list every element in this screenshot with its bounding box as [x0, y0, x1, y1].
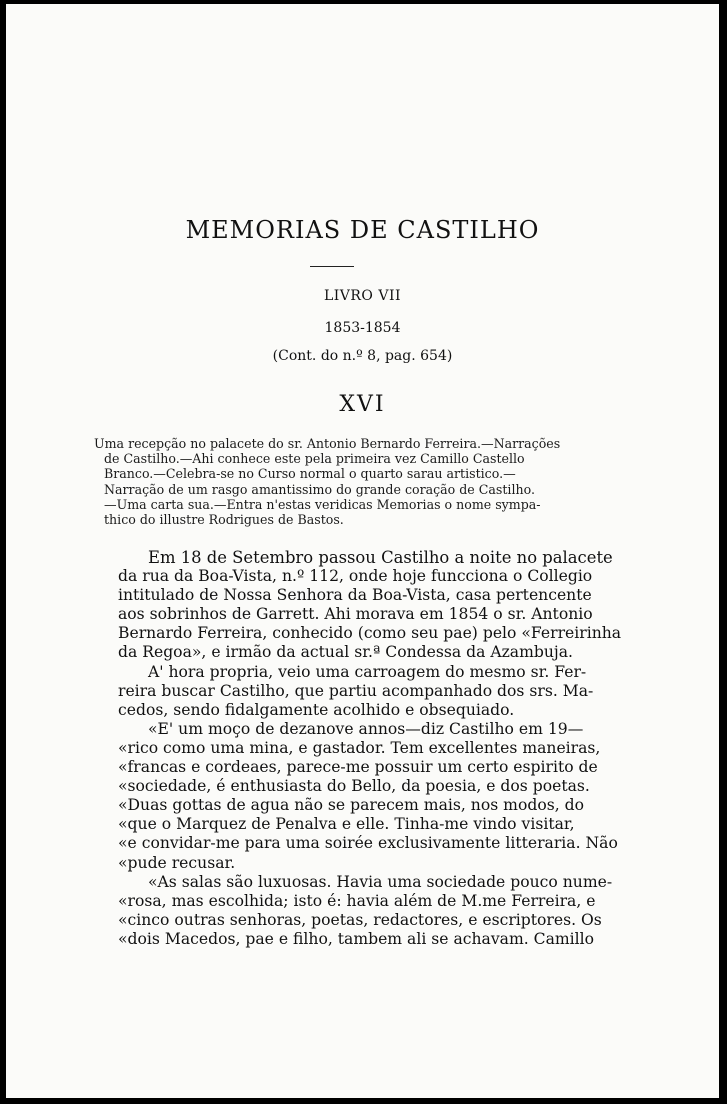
body-line: da Regoa», e irmão da actual sr.ª Condessa da Azambuja.: [118, 643, 574, 662]
chapter-summary: [94, 436, 566, 527]
summary-line: thico do illustre Rodrigues de Bastos.: [104, 512, 344, 528]
page-title: MEMORIAS DE CASTILHO: [185, 216, 540, 244]
body-line: aos sobrinhos de Garrett. Ahi morava em 1854 o sr. Antonio: [118, 605, 593, 624]
book-number: LIVRO VII: [323, 288, 402, 304]
body-line: «sociedade, é enthusiasta do Bello, da poesia, e dos poetas.: [118, 777, 590, 796]
summary-line: —Uma carta sua.—Entra n'estas veridicas Memorias o nome sympa-: [104, 496, 541, 512]
body-line: «que o Marquez de Penalva e elle. Tinha-me vindo visitar,: [118, 815, 575, 834]
body-line: Em 18 de Setembro passou Castilho a noite no palacete: [148, 548, 613, 567]
year-range: 1853-1854: [324, 320, 401, 336]
body-line: «francas e cordeaes, parece-me possuir um certo espirito de: [118, 758, 598, 777]
summary-line: de Castilho.—Ahi conhece este pela primeira vez Camillo Castello: [104, 451, 525, 467]
section-number: XVI: [339, 392, 386, 417]
body-line: «As salas são luxuosas. Havia uma sociedade pouco nume-: [148, 872, 613, 891]
body-line: da rua da Boa-Vista, n.º 112, onde hoje funcciona o Collegio: [118, 567, 593, 586]
body-line: «dois Macedos, pae e filho, tambem ali se achavam. Camillo: [118, 929, 595, 948]
body-line: «pude recusar.: [118, 853, 236, 872]
summary-line: Narração de um rasgo amantissimo do grande coração de Castilho.: [104, 481, 535, 497]
summary-line: Uma recepção no palacete do sr. Antonio Bernardo Ferreira.—Narrações: [94, 436, 561, 451]
book-page: [6, 4, 719, 1098]
body-line: «rosa, mas escolhida; isto é: havia além de M.me Ferreira, e: [118, 891, 596, 910]
body-line: «e convidar-me para uma soirée exclusivamente litteraria. Não: [118, 834, 618, 853]
body-line: intitulado de Nossa Senhora da Boa-Vista, casa pertencente: [118, 586, 592, 605]
body-line: «rico como uma mina, e gastador. Tem excellentes maneiras,: [118, 738, 601, 757]
continuation-note: (Cont. do n.º 8, pag. 654): [272, 348, 453, 364]
body-text: [118, 548, 622, 949]
summary-line: Branco.—Celebra-se no Curso normal o quarto sarau artistico.—: [104, 466, 516, 482]
title-rule: [310, 266, 354, 267]
body-line: «E' um moço de dezanove annos—diz Castilho em 19—: [148, 719, 584, 738]
body-line: «cinco outras senhoras, poetas, redactores, e escriptores. Os: [118, 910, 602, 929]
body-line: reira buscar Castilho, que partiu acompanhado dos srs. Ma-: [118, 681, 594, 700]
body-line: cedos, sendo fidalgamente acolhido e obsequiado.: [118, 700, 515, 719]
body-line: A' hora propria, veio uma carroagem do mesmo sr. Fer-: [148, 662, 587, 681]
body-line: Bernardo Ferreira, conhecido (como seu pae) pelo «Ferreirinha: [118, 624, 622, 643]
body-line: «Duas gottas de agua não se parecem mais, nos modos, do: [118, 796, 584, 815]
